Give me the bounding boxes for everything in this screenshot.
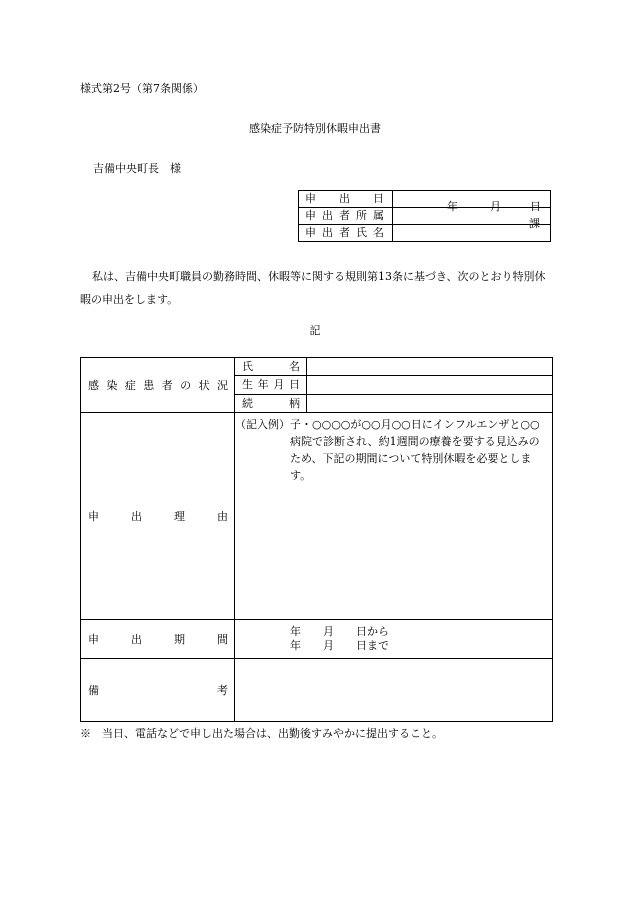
- reason-row: [81, 413, 553, 620]
- example-prefix: （記入例）: [235, 418, 290, 431]
- reason-field[interactable]: [235, 413, 553, 620]
- date-label: 申 出 日: [299, 191, 393, 208]
- name-row: [299, 225, 551, 242]
- patient-name-label: 氏 名: [235, 358, 307, 376]
- dept-label: 申出者所属: [299, 208, 393, 225]
- dept-field[interactable]: [393, 208, 551, 230]
- patient-name-row: [81, 358, 553, 376]
- date-row: [299, 191, 551, 208]
- relation-label: 続 柄: [235, 394, 307, 412]
- form-number: 様式第2号（第7条関係）: [80, 82, 204, 95]
- birthdate-field[interactable]: [307, 376, 553, 394]
- patient-name-field[interactable]: [307, 358, 553, 376]
- date-year: 年: [447, 200, 458, 213]
- period-to: 年 月 日まで: [290, 639, 389, 652]
- reason-label: 申出理由: [81, 413, 235, 620]
- dept-row: [299, 208, 551, 225]
- application-table: [80, 357, 553, 722]
- relation-field[interactable]: [307, 394, 553, 412]
- remarks-label: 備考: [81, 659, 235, 722]
- statement: 私は、吉備中央町職員の勤務時間、休暇等に関する規則第13条に基づき、次のとおり特別休暇の申出をします。: [80, 270, 546, 306]
- name-label: 申出者氏名: [299, 225, 393, 242]
- ki-heading: 記: [309, 324, 321, 337]
- period-label: 申出期間: [81, 620, 235, 659]
- footnote: ※ 当日、電話などで申し出た場合は、出勤後すみやかに提出すること。: [80, 727, 443, 740]
- date-month: 月: [490, 200, 501, 213]
- document-title: 感染症予防特別休暇申出書: [249, 122, 381, 135]
- date-day: 日: [530, 200, 541, 213]
- remarks-row: [81, 659, 553, 722]
- example-text: 子・○○○○が○○月○○日にインフルエンザと○○病院で診断され、約1週間の療養を要する見込みのため、下記の期間について特別休暇を必要とします。: [290, 418, 540, 482]
- date-field[interactable]: [393, 191, 551, 213]
- dept-suffix: 課: [529, 217, 540, 230]
- remarks-field[interactable]: [235, 659, 553, 722]
- patient-status-label: 感染症患者の状況: [81, 358, 235, 413]
- applicant-header-table: [298, 190, 551, 242]
- period-from: 年 月 日から: [290, 625, 389, 638]
- period-field[interactable]: [235, 620, 553, 659]
- addressee: 吉備中央町長 様: [93, 162, 181, 175]
- birthdate-label: 生年月日: [235, 376, 307, 394]
- period-row: [81, 620, 553, 659]
- name-field[interactable]: [393, 225, 551, 242]
